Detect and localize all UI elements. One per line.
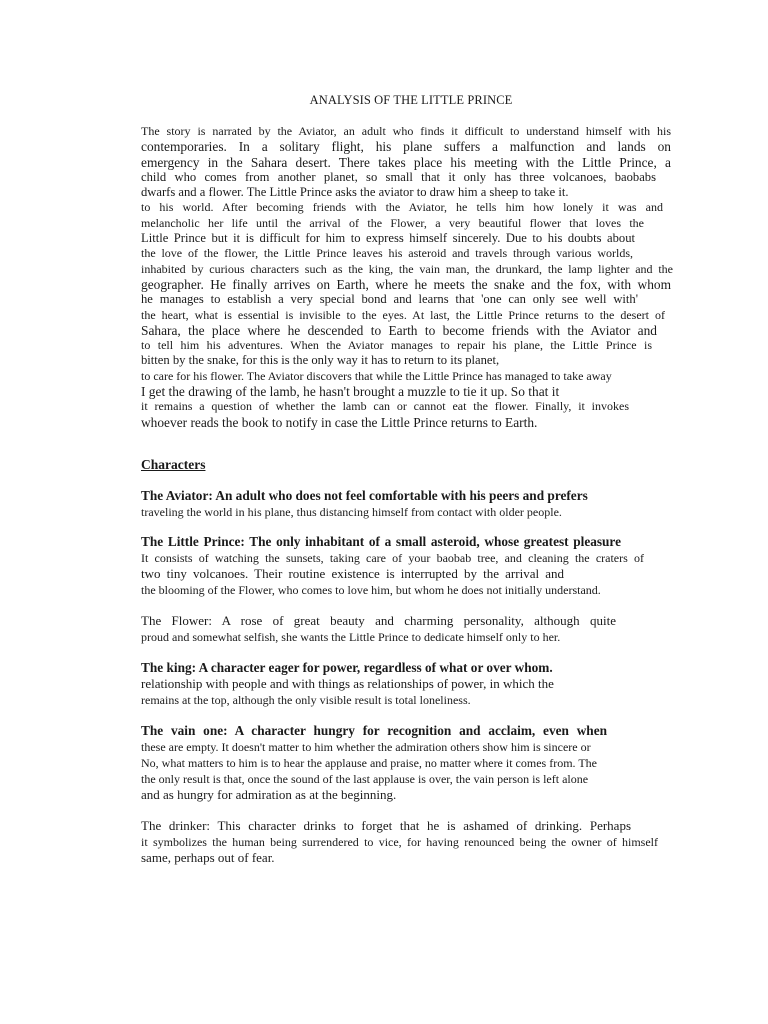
text-line: the heart, what is essential is invisible to the eyes. At last, the Little Prince returns to the desert of <box>141 307 665 322</box>
character-entry-drinker <box>141 818 656 866</box>
text-line: the only result is that, once the sound of the last applause is over, the vain person is left alone <box>141 772 589 786</box>
text-line: melancholic her life until the arrival of the Flower, a very beautiful flower that loves the <box>141 215 644 230</box>
text-line: dwarfs and a flower. The Little Prince asks the aviator to draw him a sheep to take it. <box>141 185 569 200</box>
text-line: child who comes from another planet, so small that it only has three volcanoes, baobabs <box>141 169 656 184</box>
character-entry-little-prince <box>141 534 656 598</box>
text-line: the blooming of the Flower, who comes to love him, but whom he does not initially understand. <box>141 583 601 597</box>
text-line: contemporaries. In a solitary flight, his plane suffers a malfunction and lands on <box>141 139 671 155</box>
character-heading: The vain one: A character hungry for recognition and acclaim, even when <box>141 723 607 738</box>
text-line: It consists of watching the sunsets, taking care of your baobab tree, and cleaning the craters of <box>141 551 644 565</box>
text-line: remains at the top, although the only visible result is total loneliness. <box>141 693 471 707</box>
character-heading: The Aviator: An adult who does not feel comfortable with his peers and prefers <box>141 488 588 503</box>
character-heading: The drinker: This character drinks to forget that he is ashamed of drinking. Perhaps <box>141 818 631 833</box>
character-heading: The Little Prince: The only inhabitant of a small asteroid, whose greatest pleasure <box>141 534 621 549</box>
text-line: the love of the flower, the Little Prince leaves his asteroid and travels through various worlds, <box>141 246 633 261</box>
character-heading: The Flower: A rose of great beauty and charming personality, although quite <box>141 613 616 628</box>
text-line: Little Prince but it is difficult for him to express himself sincerely. Due to his doubts about <box>141 231 635 246</box>
text-line: and as hungry for admiration as at the beginning. <box>141 787 397 802</box>
characters-heading: Characters <box>141 457 206 472</box>
text-line: to tell him his adventures. When the Aviator manages to repair his plane, the Little Prince is <box>141 338 652 353</box>
text-line: it remains a question of whether the lamb can or cannot eat the flower. Finally, it invokes <box>141 399 629 414</box>
text-line: inhabited by curious characters such as the king, the vain man, the drunkard, the lamp lighter and the <box>141 261 673 276</box>
text-line: bitten by the snake, for this is the only way it has to return to its planet, <box>141 353 500 368</box>
text-line: traveling the world in his plane, thus distancing himself from contact with older people. <box>141 505 562 519</box>
text-line: to his world. After becoming friends with the Aviator, he tells him how lonely it was and <box>141 200 663 215</box>
text-line: he manages to establish a very special bond and learns that 'one can only see well with' <box>141 292 638 307</box>
text-line: to care for his flower. The Aviator discovers that while the Little Prince has managed to take away <box>141 368 612 383</box>
text-line: whoever reads the book to notify in case the Little Prince returns to Earth. <box>141 414 538 430</box>
text-line: The story is narrated by the Aviator, an adult who finds it difficult to understand himself with his <box>141 124 671 138</box>
text-line: No, what matters to him is to hear the applause and praise, no matter where it comes from. The <box>141 756 597 770</box>
text-line: geographer. He finally arrives on Earth, where he meets the snake and the fox, with whom <box>141 276 671 292</box>
character-heading: The king: A character eager for power, regardless of what or over whom. <box>141 660 553 675</box>
character-entry-king <box>141 660 656 708</box>
text-line: two tiny volcanoes. Their routine existence is interrupted by the arrival and <box>141 566 564 581</box>
text-line: relationship with people and with things as relationships of power, in which the <box>141 676 554 691</box>
text-line: same, perhaps out of fear. <box>141 850 275 865</box>
intro-paragraph <box>141 124 671 430</box>
text-line: these are empty. It doesn't matter to him whether the admiration others show him is sincere or <box>141 740 591 754</box>
character-entry-flower <box>141 613 656 645</box>
text-line: emergency in the Sahara desert. There takes place his meeting with the Little Prince, a <box>141 154 671 170</box>
document-title: ANALYSIS OF THE LITTLE PRINCE <box>309 93 513 107</box>
text-line: I get the drawing of the lamb, he hasn't brought a muzzle to tie it up. So that it <box>141 384 560 400</box>
character-entry-vain-one <box>141 723 656 803</box>
text-line: Sahara, the place where he descended to Earth to become friends with the Aviator and <box>141 322 657 338</box>
text-line: proud and somewhat selfish, she wants the Little Prince to dedicate himself only to her. <box>141 630 561 644</box>
text-line: it symbolizes the human being surrendered to vice, for having renounced being the owner of himself <box>141 835 658 849</box>
character-entry-aviator <box>141 488 656 520</box>
